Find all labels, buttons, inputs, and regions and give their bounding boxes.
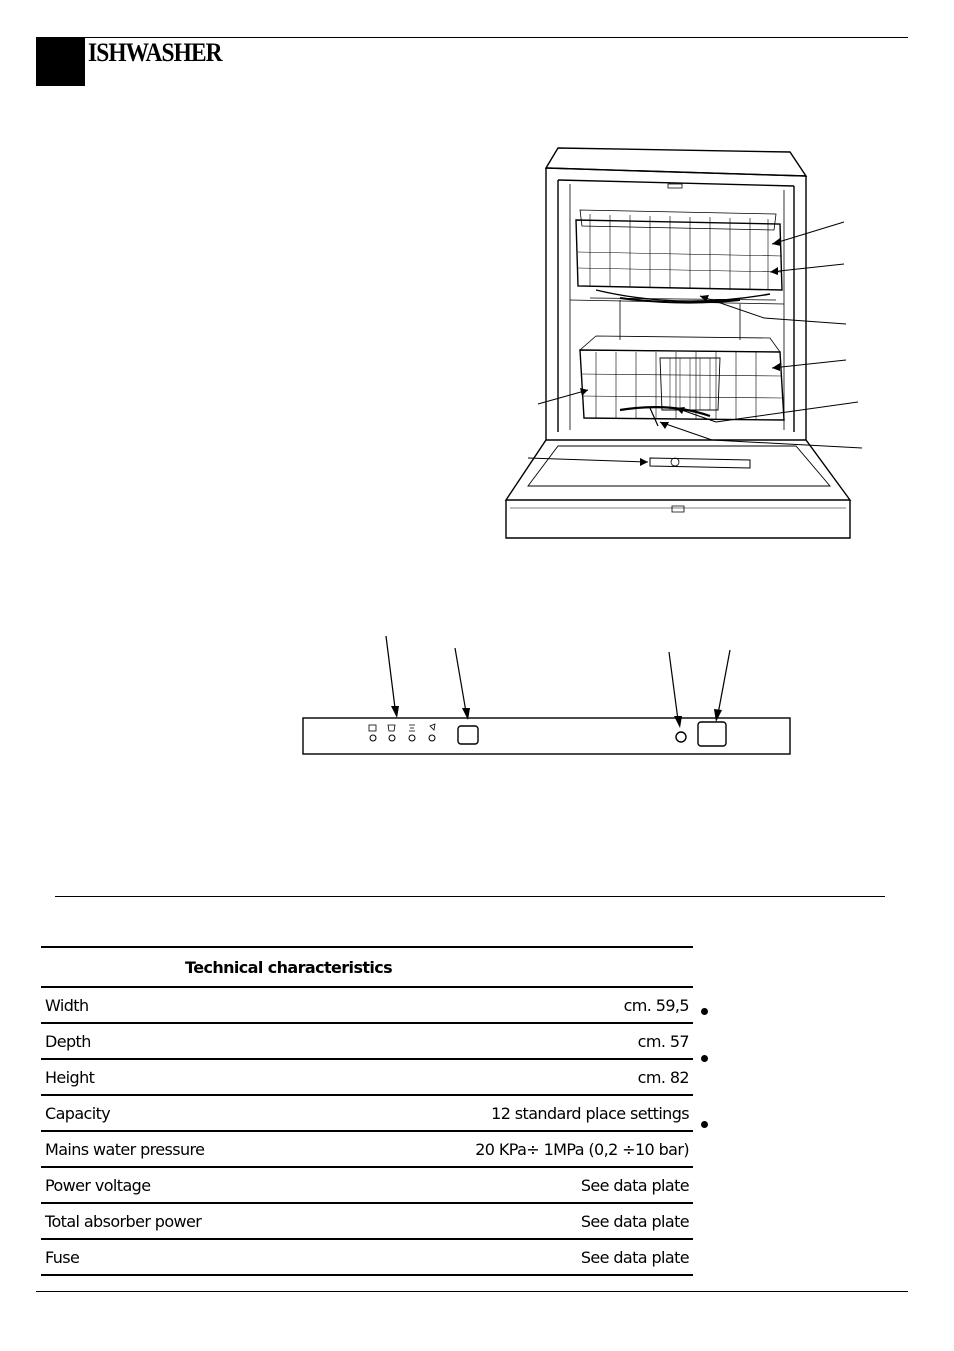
table-row (41, 1023, 693, 1059)
bullet-point (701, 1008, 708, 1015)
control-panel-illustration (290, 630, 800, 770)
row-label: Total absorber power (41, 1203, 321, 1239)
table-row (41, 1131, 693, 1167)
table-row (41, 1167, 693, 1203)
row-value: cm. 59,5 (321, 987, 693, 1023)
row-label: Depth (41, 1023, 321, 1059)
header-black-block (36, 37, 85, 86)
row-value: cm. 82 (321, 1059, 693, 1095)
table-row (41, 1239, 693, 1275)
row-value: cm. 57 (321, 1023, 693, 1059)
row-value: See data plate (321, 1167, 693, 1203)
row-label: Mains water pressure (41, 1131, 321, 1167)
section-divider (55, 896, 885, 897)
row-label: Fuse (41, 1239, 321, 1275)
table-title: Technical characteristics (41, 947, 693, 987)
table-row (41, 1095, 693, 1131)
row-value: See data plate (321, 1239, 693, 1275)
bullet-point (701, 1121, 708, 1128)
row-label: Height (41, 1059, 321, 1095)
table-row (41, 1203, 693, 1239)
row-label: Power voltage (41, 1167, 321, 1203)
table-row (41, 1059, 693, 1095)
row-value: 12 standard place settings (321, 1095, 693, 1131)
page-title: ISHWASHER (88, 38, 222, 67)
row-value: See data plate (321, 1203, 693, 1239)
bullet-point (701, 1055, 708, 1062)
bottom-rule (36, 1291, 908, 1292)
row-value: 20 KPa÷ 1MPa (0,2 ÷10 bar) (321, 1131, 693, 1167)
technical-characteristics-table (41, 946, 693, 1276)
row-label: Width (41, 987, 321, 1023)
dishwasher-illustration (500, 140, 870, 550)
table-row (41, 987, 693, 1023)
table-header-row (41, 947, 693, 987)
row-label: Capacity (41, 1095, 321, 1131)
